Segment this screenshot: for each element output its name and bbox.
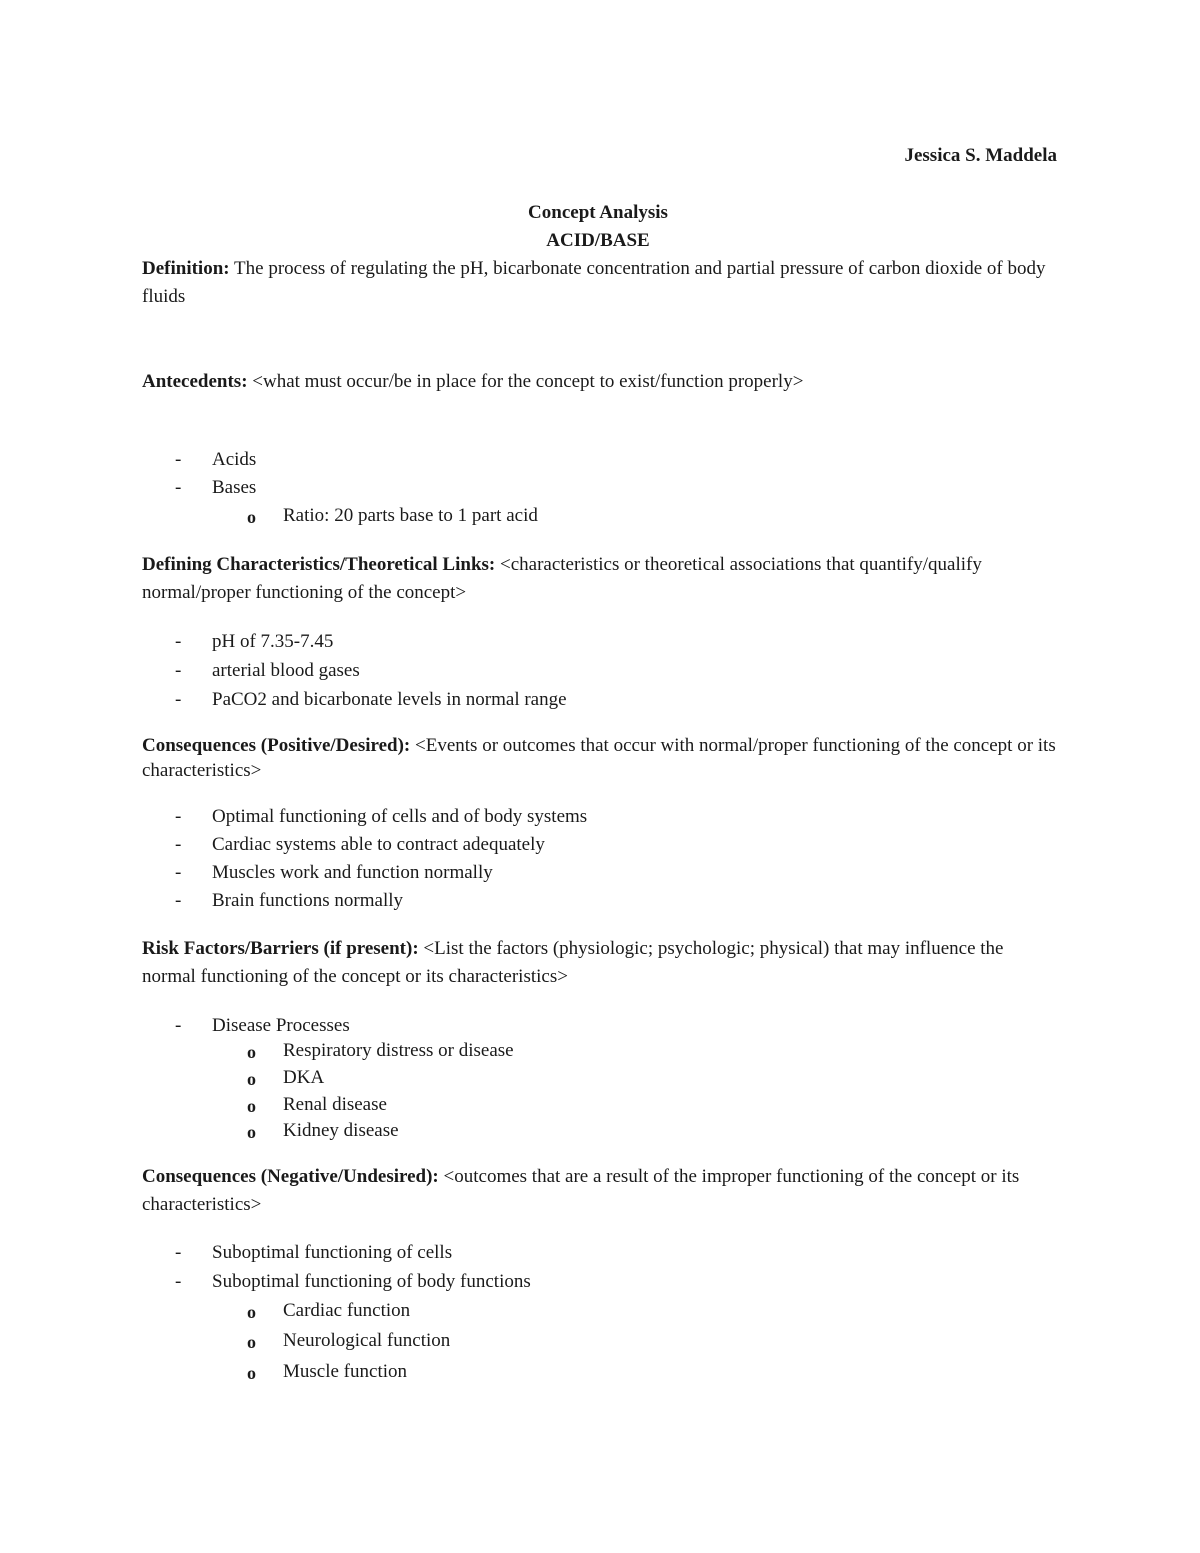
dash-marker: - (175, 449, 182, 470)
list-item: arterial blood gases (212, 660, 360, 681)
risk-label: Risk Factors/Barriers (if present): (142, 938, 419, 959)
defining-section (142, 551, 1062, 607)
dash-marker: - (175, 1271, 182, 1292)
definition-section (142, 255, 1062, 311)
risk-section (142, 935, 1062, 991)
dash-marker: - (175, 631, 182, 652)
antecedents-prompt: <what must occur/be in place for the concept to exist/function properly> (252, 371, 804, 392)
dash-marker: - (175, 689, 182, 710)
dash-marker: - (175, 1015, 182, 1036)
sub-list-item: Renal disease (283, 1094, 387, 1115)
bullet-marker: o (247, 507, 256, 527)
sub-list-item: Muscle function (283, 1361, 408, 1382)
dash-marker: - (175, 834, 182, 855)
list-item: Cardiac systems able to contract adequately (212, 834, 545, 855)
bullet-marker: o (247, 1363, 256, 1383)
sub-list-item: DKA (283, 1067, 325, 1088)
list-item: Bases (212, 477, 257, 498)
dash-marker: - (175, 1242, 182, 1263)
negative-prompt: <outcomes that are a result of the improper functioning of the concept or its characteristics> (142, 1166, 1020, 1215)
list-item: pH of 7.35-7.45 (212, 631, 334, 652)
list-item: Muscles work and function normally (212, 862, 493, 883)
bullet-marker: o (247, 1069, 256, 1089)
bullet-marker: o (247, 1332, 256, 1352)
defining-prompt: <characteristics or theoretical associations that quantify/qualify normal/proper functioning of the concept> (142, 554, 982, 603)
dash-marker: - (175, 862, 182, 883)
page-subtitle: ACID/BASE (546, 230, 650, 251)
positive-prompt: <Events or outcomes that occur with normal/proper functioning of the concept or its characteristics> (142, 735, 1056, 781)
defining-label: Defining Characteristics/Theoretical Links: (142, 554, 496, 575)
definition-label: Definition: (142, 258, 230, 279)
list-item: PaCO2 and bicarbonate levels in normal range (212, 689, 567, 710)
list-item: Suboptimal functioning of cells (212, 1242, 453, 1263)
list-item: Suboptimal functioning of body functions (212, 1271, 531, 1292)
sub-list-item: Cardiac function (283, 1300, 411, 1321)
negative-label: Consequences (Negative/Undesired): (142, 1166, 439, 1187)
sub-list-item: Kidney disease (283, 1120, 399, 1141)
dash-marker: - (175, 806, 182, 827)
negative-section (142, 1163, 1062, 1219)
list-item: Disease Processes (212, 1015, 350, 1036)
risk-prompt: <List the factors (physiologic; psychologic; physical) that may influence the normal functioning of the concept or its characteristics> (142, 938, 1004, 987)
sub-list-item: Ratio: 20 parts base to 1 part acid (283, 505, 538, 526)
dash-marker: - (175, 890, 182, 911)
antecedents-section (142, 368, 1062, 396)
author-name: Jessica S. Maddela (904, 145, 1057, 166)
bullet-marker: o (247, 1122, 256, 1142)
antecedents-label: Antecedents: (142, 371, 248, 392)
bullet-marker: o (247, 1042, 256, 1062)
page-title: Concept Analysis (528, 202, 668, 223)
sub-list-item: Respiratory distress or disease (283, 1040, 514, 1061)
bullet-marker: o (247, 1302, 256, 1322)
positive-section (142, 733, 1062, 783)
positive-label: Consequences (Positive/Desired): (142, 735, 411, 756)
bullet-marker: o (247, 1096, 256, 1116)
sub-list-item: Neurological function (283, 1330, 451, 1351)
list-item: Brain functions normally (212, 890, 404, 911)
list-item: Acids (212, 449, 257, 470)
definition-text: The process of regulating the pH, bicarbonate concentration and partial pressure of carbon dioxide of body fluids (142, 258, 1046, 307)
dash-marker: - (175, 477, 182, 498)
dash-marker: - (175, 660, 182, 681)
list-item: Optimal functioning of cells and of body systems (212, 806, 588, 827)
